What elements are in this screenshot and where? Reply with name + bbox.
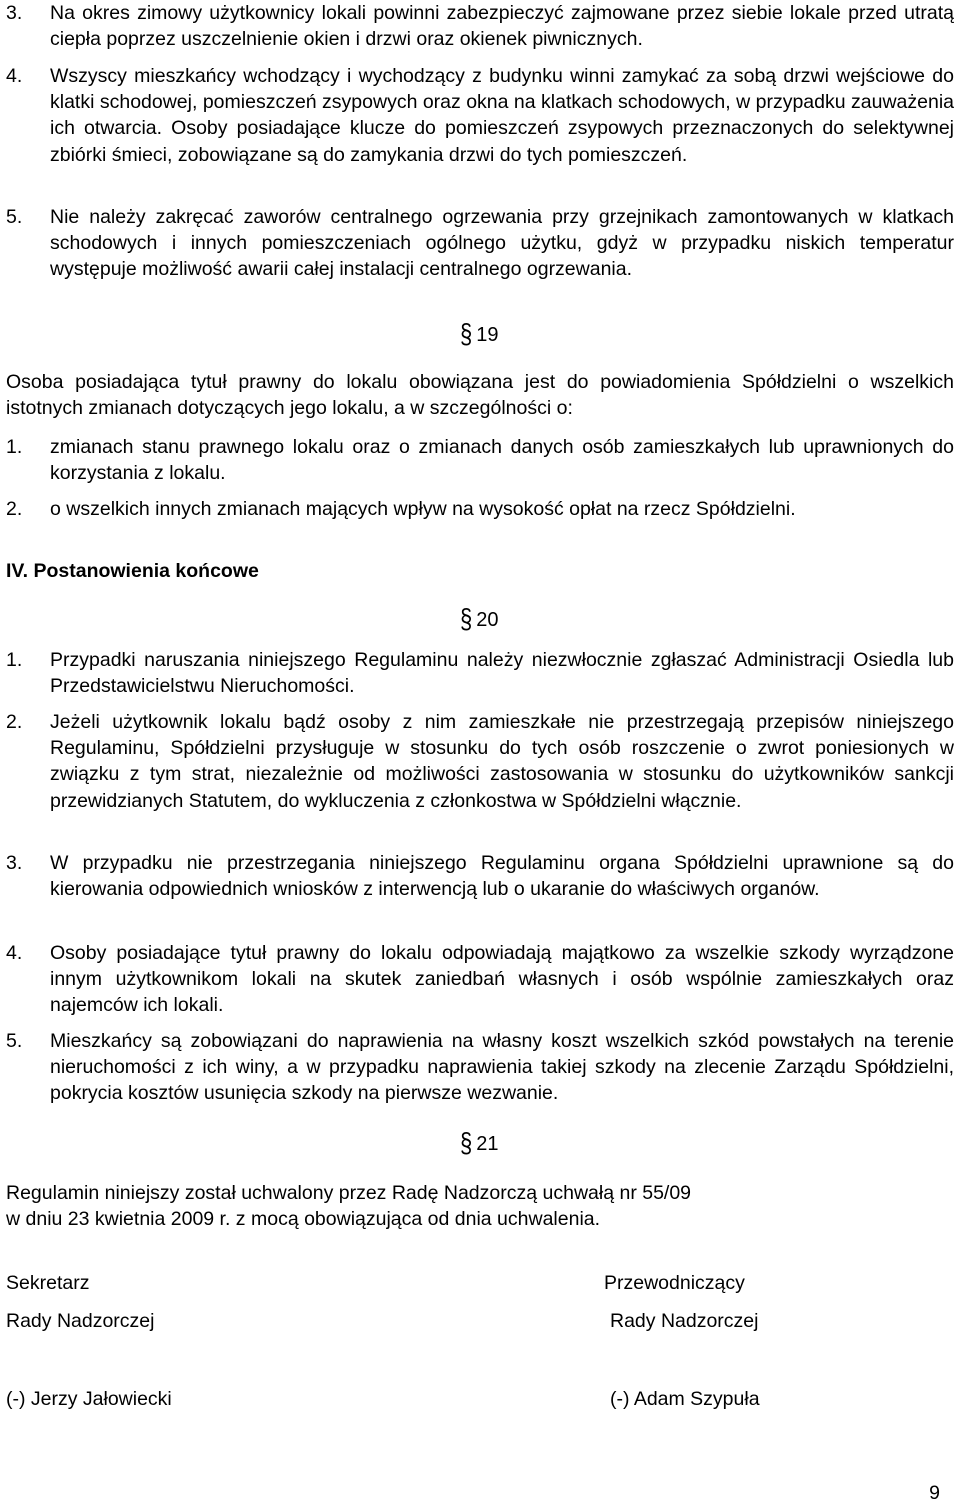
- item-text: zmianach stanu prawnego lokalu oraz o zmianach danych osób zamieszkałych lub uprawnionych do korzystania z lokalu.: [50, 436, 954, 485]
- section-sign: §: [460, 1126, 473, 1158]
- item-text: Przypadki naruszania niniejszego Regulaminu należy niezwłocznie zgłaszać Administracji Osiedla lub Przedstawicielstwu Nieruchomości.: [50, 649, 954, 698]
- item-number: 5.: [6, 1030, 23, 1052]
- item-number: 4.: [6, 942, 23, 964]
- page-number: 9: [929, 1482, 940, 1504]
- right-signatory-role: Przewodniczący: [604, 1272, 745, 1294]
- list-item: [6, 709, 954, 814]
- left-signatory-role: Sekretarz: [6, 1272, 90, 1294]
- list-item: [6, 204, 954, 283]
- section-sign: §: [460, 317, 473, 349]
- item-text: o wszelkich innych zmianach mających wpływ na wysokość opłat na rzecz Spółdzielni.: [50, 498, 796, 520]
- item-text: Osoby posiadające tytuł prawny do lokalu odpowiadają majątkowo za wszelkie szkody wyrządzone innym użytkownikom lokali na skutek zaniedbań własnych i osób wspólnie zamieszkałych oraz najemców ich lokali.: [50, 942, 954, 1017]
- list-item: [6, 0, 954, 52]
- item-number: 1.: [6, 649, 23, 671]
- item-number: 4.: [6, 65, 23, 87]
- item-text: Wszyscy mieszkańcy wchodzący i wychodzący z budynku winni zamykać za sobą drzwi wejściowe do klatki schodowej, pomieszczeń zsypowych oraz okna na klatkach schodowych, w przypadku zauważenia ich otwarcia. Osoby posiadające klucze do pomieszczeń zsypowych przeznaczonych do selektywnej zbiórki śmieci, zobowiązane są do zamykania drzwi do tych pomieszczeń.: [50, 65, 954, 166]
- section-21-line2: w dniu 23 kwietnia 2009 r. z mocą obowiązująca od dnia uchwalenia.: [6, 1208, 601, 1230]
- list-item: [6, 940, 954, 1019]
- list-item: [6, 1028, 954, 1107]
- item-number: 2.: [6, 711, 23, 733]
- item-number: 3.: [6, 852, 23, 874]
- list-item: [6, 647, 954, 699]
- section-21-heading: [460, 1126, 499, 1158]
- left-signatory-name: (-) Jerzy Jałowiecki: [6, 1388, 172, 1410]
- section-number: 19: [476, 324, 499, 346]
- list-item: [6, 434, 954, 486]
- list-item: [6, 850, 954, 902]
- section-number: 20: [476, 609, 499, 631]
- list-item: [6, 63, 954, 168]
- item-text: Mieszkańcy są zobowiązani do naprawienia na własny koszt wszelkich szkód powstałych na terenie nieruchomości z ich winy, a w przypadku naprawienia takiej szkody na zlecenie Zarządu Spółdzielni, pokrycia kosztów usunięcia szkody na pierwsze wezwanie.: [50, 1030, 954, 1105]
- left-signatory-body: Rady Nadzorczej: [6, 1310, 155, 1332]
- section-20-heading: [460, 602, 499, 634]
- section-19-intro: Osoba posiadająca tytuł prawny do lokalu obowiązana jest do powiadomienia Spółdzielni o wszelkich istotnych zmianach dotyczących jego lokalu, a w szczególności o:: [6, 371, 954, 420]
- item-number: 2.: [6, 498, 23, 520]
- right-signatory-body: Rady Nadzorczej: [610, 1310, 759, 1332]
- item-text: Na okres zimowy użytkownicy lokali powinni zabezpieczyć zajmowane przez siebie lokale przed utratą ciepła poprzez uszczelnienie okien i drzwi oraz okienek piwnicznych.: [50, 2, 954, 51]
- item-number: 1.: [6, 436, 23, 458]
- section-sign: §: [460, 602, 473, 634]
- item-text: W przypadku nie przestrzegania niniejszego Regulaminu organa Spółdzielni uprawnione są do kierowania odpowiednich wniosków z interwencją lub o ukaranie do właściwych organów.: [50, 852, 954, 901]
- section-21-line1: Regulamin niniejszy został uchwalony przez Radę Nadzorczą uchwałą nr 55/09: [6, 1182, 692, 1204]
- list-item: [6, 496, 954, 522]
- section-19-heading: [460, 317, 499, 349]
- item-number: 5.: [6, 206, 23, 228]
- chapter-heading: IV. Postanowienia końcowe: [6, 560, 259, 582]
- right-signatory-name: (-) Adam Szypuła: [610, 1388, 760, 1410]
- section-number: 21: [476, 1133, 499, 1155]
- item-text: Jeżeli użytkownik lokalu bądź osoby z nim zamieszkałe nie przestrzegają przepisów niniejszego Regulaminu, Spółdzielni przysługuje w stosunku do tych osób roszczenie o zwrot poniesionych w związku z tym strat, niezależnie od możliwości zastosowania w stosunku do użytkowników sankcji przewidzianych Statutem, do wykluczenia z członkostwa w Spółdzielni włącznie.: [50, 711, 954, 812]
- item-number: 3.: [6, 2, 23, 24]
- item-text: Nie należy zakręcać zaworów centralnego ogrzewania przy grzejnikach zamontowanych w klatkach schodowych i innych pomieszczeniach ogólnego użytku, gdyż w przypadku niskich temperatur występuje możliwość awarii całej instalacji centralnego ogrzewania.: [50, 206, 954, 281]
